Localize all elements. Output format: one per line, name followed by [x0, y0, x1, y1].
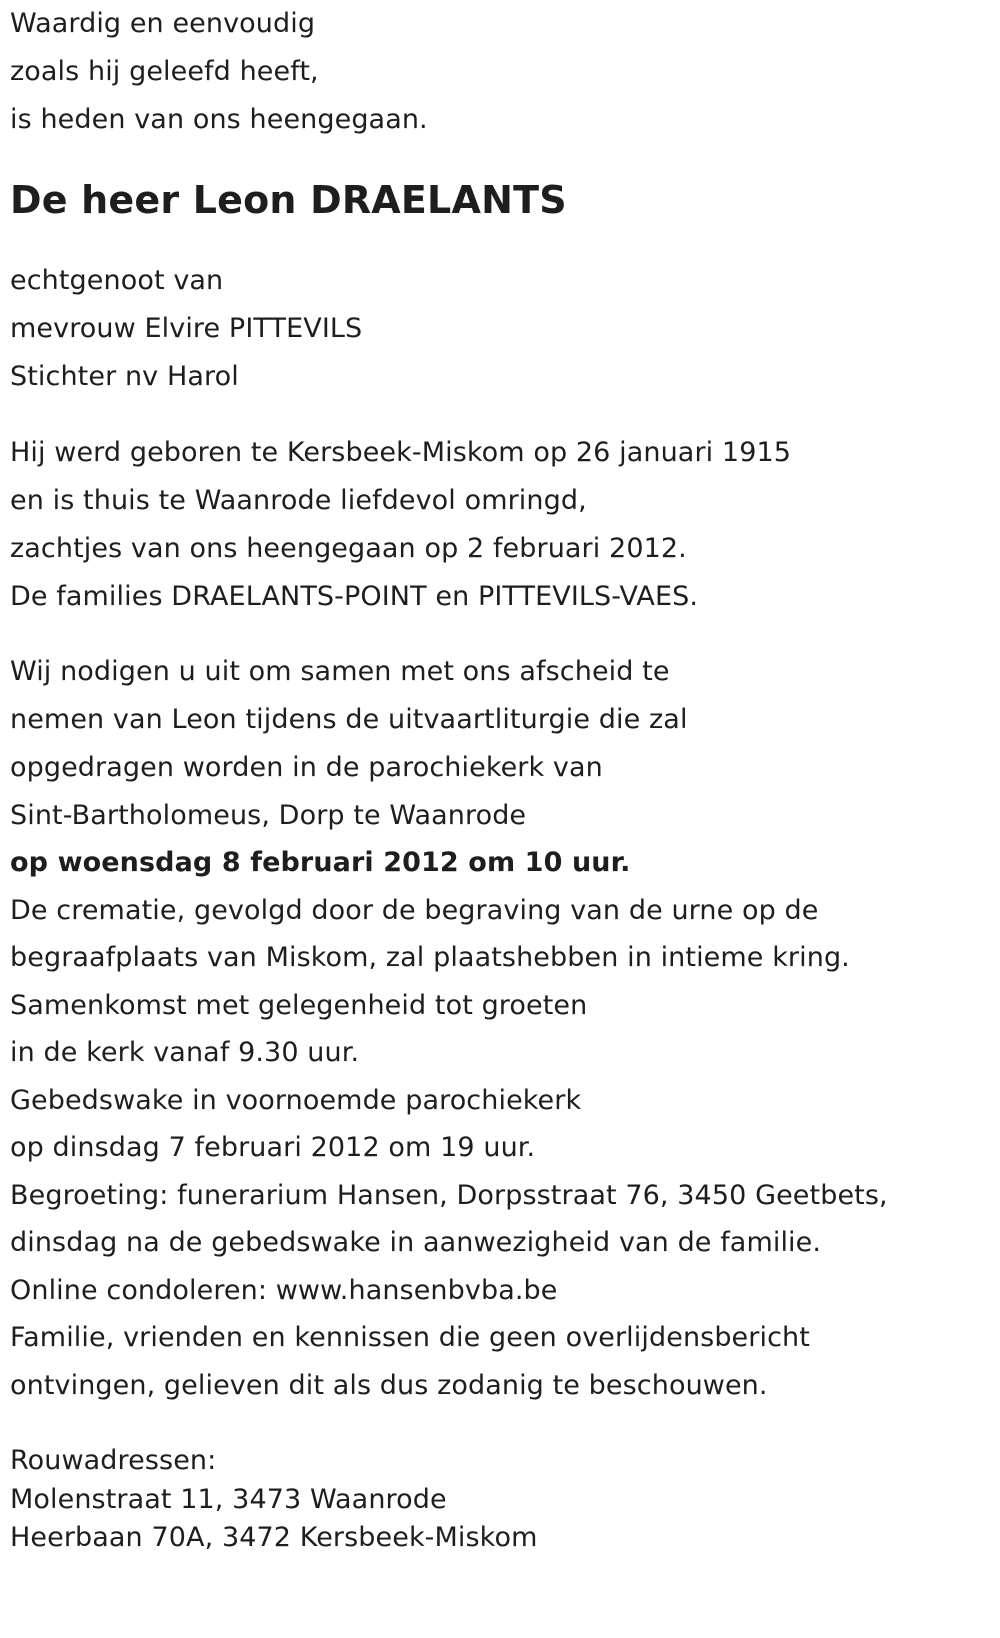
details-line-5: Gebedswake in voornoemde parochiekerk	[10, 1085, 582, 1116]
details-line-3: Samenkomst met gelegenheid tot groeten	[10, 990, 588, 1021]
details-line-8: dinsdag na de gebedswake in aanwezigheid van de familie.	[10, 1227, 822, 1258]
deceased-name: De heer Leon DRAELANTS	[10, 178, 567, 222]
funeral-line-2: nemen van Leon tijdens de uitvaartliturgie die zal	[10, 704, 688, 735]
details-line-11: ontvingen, gelieven dit als dus zodanig te beschouwen.	[10, 1370, 768, 1401]
details-line-1: De crematie, gevolgd door de begraving van de urne op de	[10, 895, 819, 926]
birth-death-line-2: en is thuis te Waanrode liefdevol omringd,	[10, 485, 587, 516]
funeral-line-4: Sint-Bartholomeus, Dorp te Waanrode	[10, 800, 527, 831]
funeral-date: op woensdag 8 februari 2012 om 10 uur.	[10, 847, 631, 878]
intro-line-2: zoals hij geleefd heeft,	[10, 56, 319, 87]
intro-line-3: is heden van ons heengegaan.	[10, 104, 428, 135]
birth-death-line-1: Hij werd geboren te Kersbeek-Miskom op 26 januari 1915	[10, 437, 792, 468]
spouse-line-3: Stichter nv Harol	[10, 361, 239, 392]
details-line-7: Begroeting: funerarium Hansen, Dorpsstraat 76, 3450 Geetbets,	[10, 1180, 888, 1211]
address-line-2: Heerbaan 70A, 3472 Kersbeek-Miskom	[10, 1522, 538, 1553]
details-line-10: Familie, vrienden en kennissen die geen overlijdensbericht	[10, 1322, 810, 1353]
intro-line-1: Waardig en eenvoudig	[10, 8, 316, 39]
address-line-1: Molenstraat 11, 3473 Waanrode	[10, 1484, 447, 1515]
funeral-line-3: opgedragen worden in de parochiekerk van	[10, 752, 603, 783]
birth-death-line-3: zachtjes van ons heengegaan op 2 februari 2012.	[10, 533, 687, 564]
details-line-6: op dinsdag 7 februari 2012 om 19 uur.	[10, 1132, 536, 1163]
details-line-2: begraafplaats van Miskom, zal plaatshebben in intieme kring.	[10, 942, 850, 973]
addresses-label: Rouwadressen:	[10, 1445, 217, 1476]
spouse-line-1: echtgenoot van	[10, 265, 224, 296]
online-condolence-line: Online condoleren: www.hansenbvba.be	[10, 1275, 558, 1306]
families-line: De families DRAELANTS-POINT en PITTEVILS-VAES.	[10, 581, 699, 612]
funeral-line-1: Wij nodigen u uit om samen met ons afscheid te	[10, 656, 670, 687]
spouse-line-2: mevrouw Elvire PITTEVILS	[10, 313, 363, 344]
details-line-4: in de kerk vanaf 9.30 uur.	[10, 1037, 360, 1068]
